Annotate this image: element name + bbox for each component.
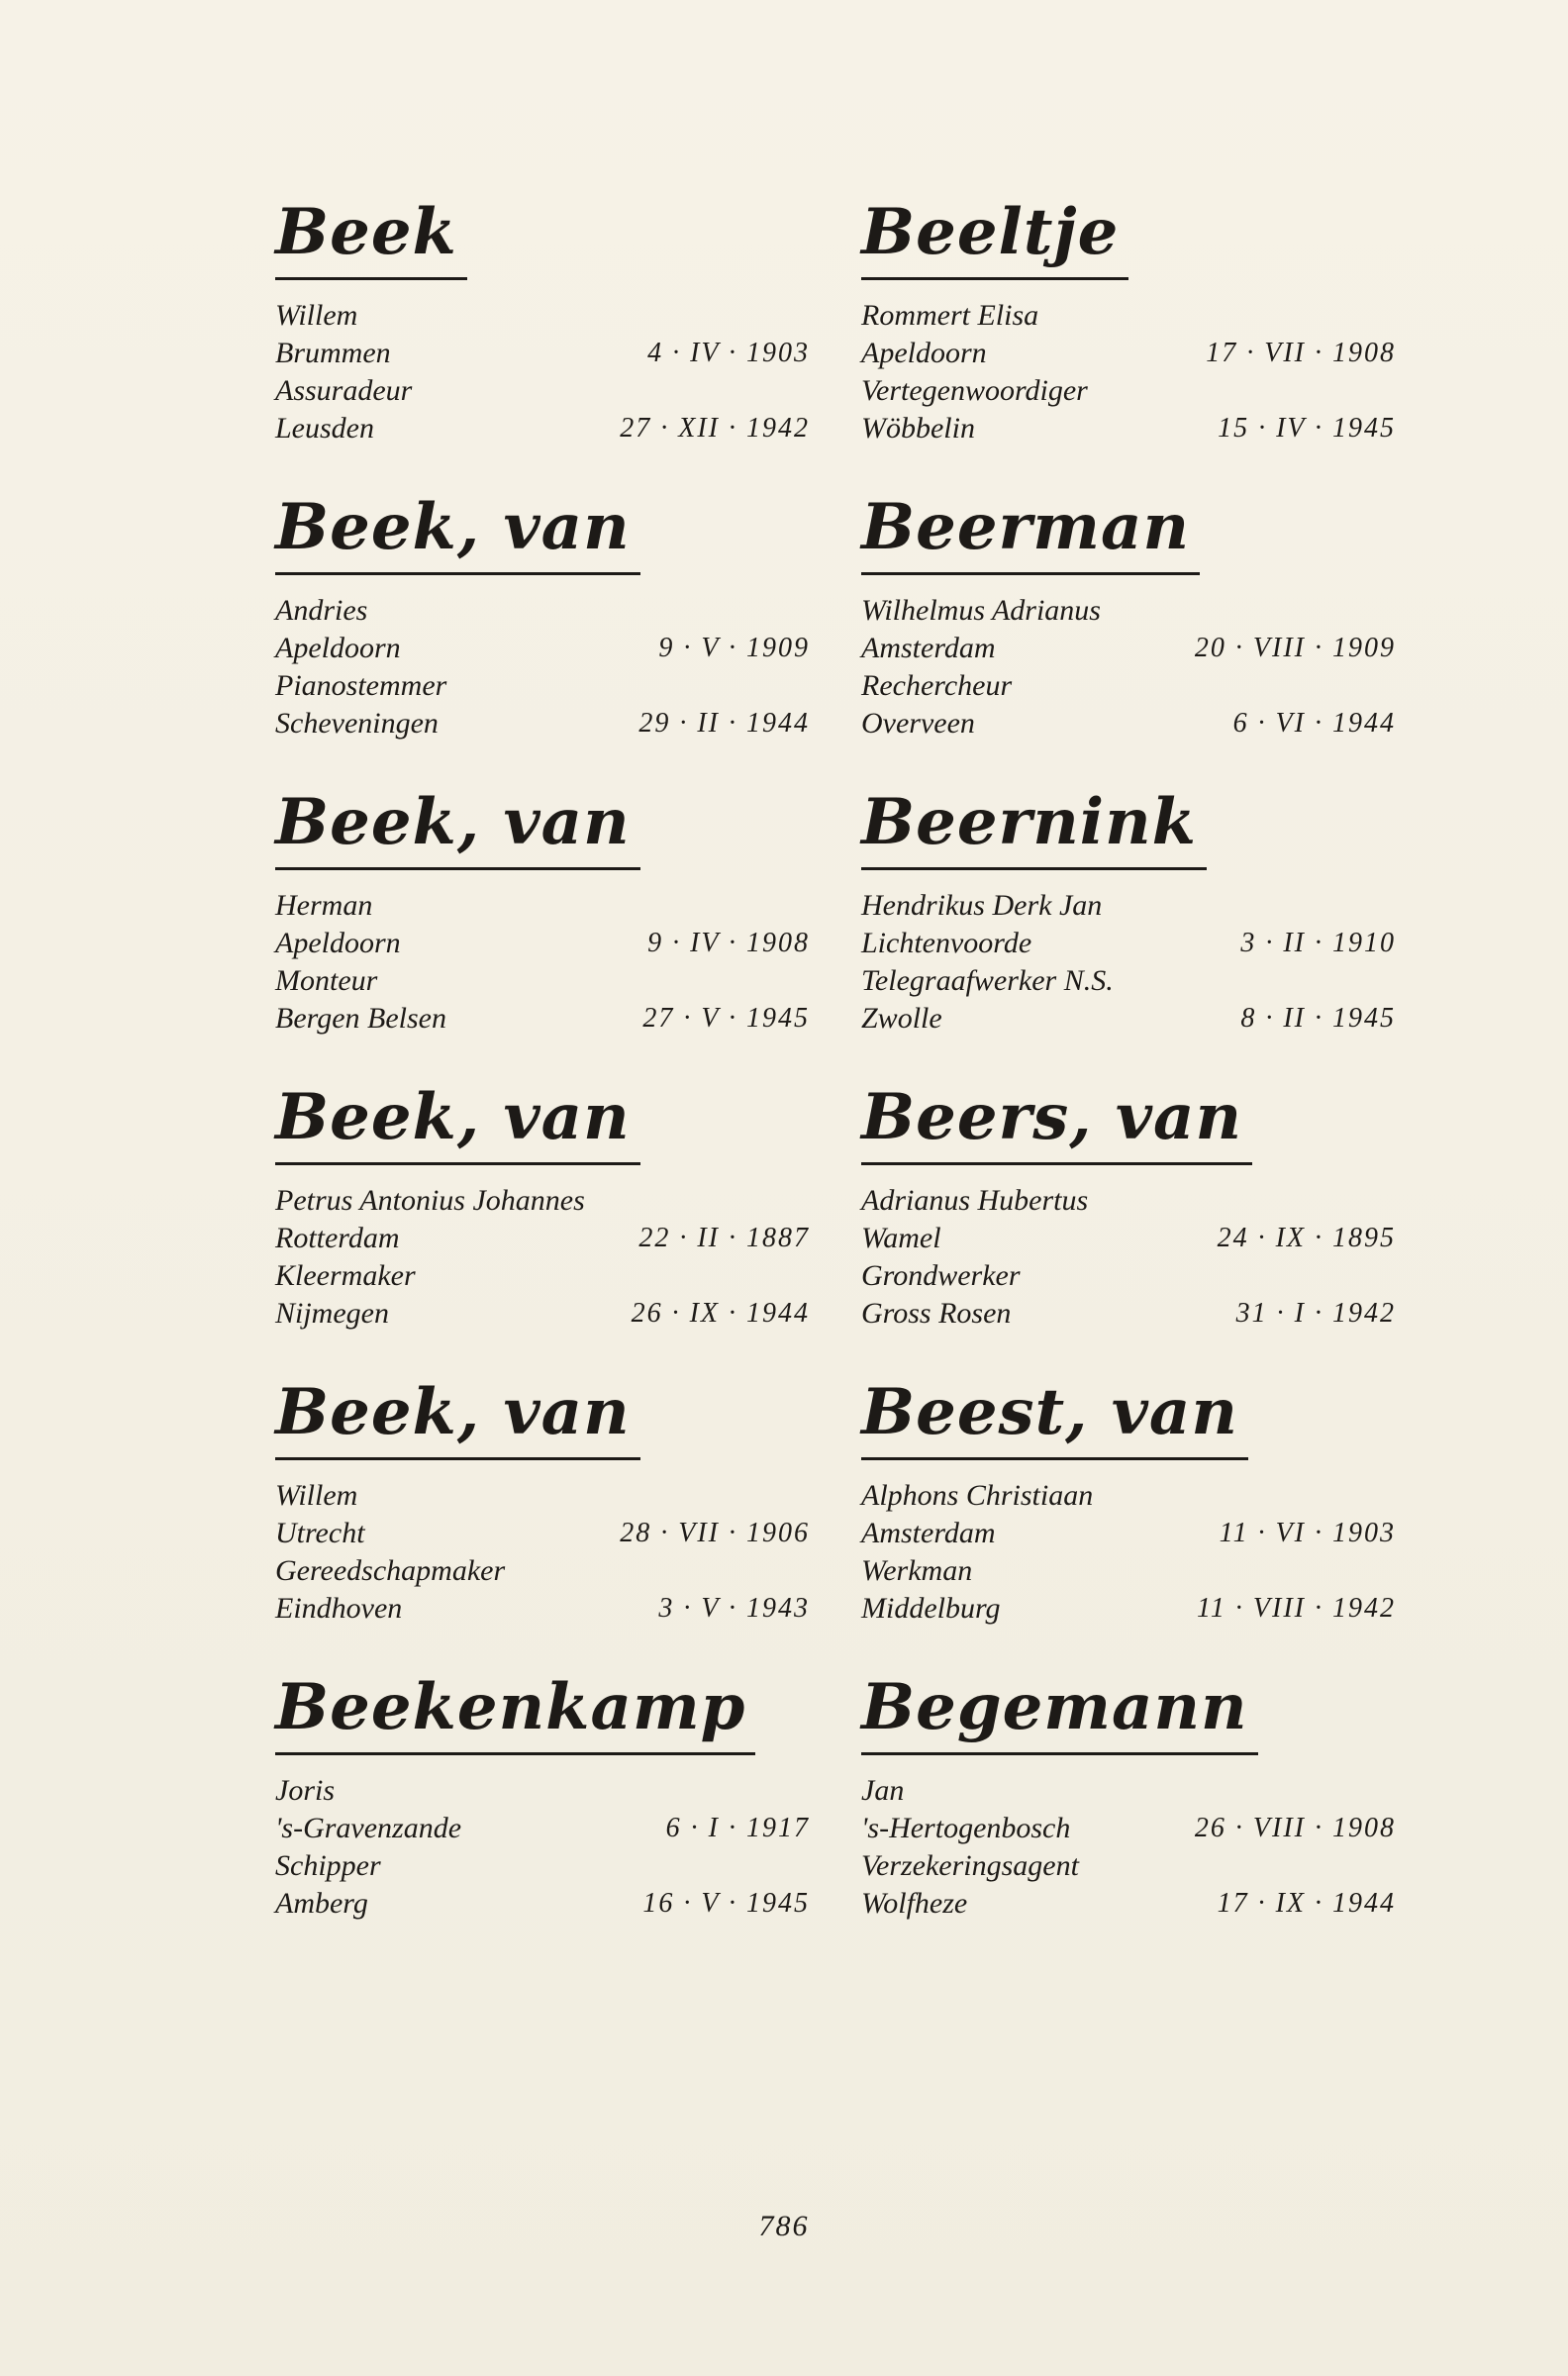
entry-card <box>275 1663 810 1958</box>
occupation-row <box>275 1847 810 1885</box>
entry-details <box>275 1182 810 1333</box>
death-place: Leusden <box>275 412 374 445</box>
given-names: Joris <box>275 1774 335 1807</box>
surname-heading <box>275 1073 810 1182</box>
occupation-row <box>275 1257 810 1295</box>
entry-details <box>861 297 1396 447</box>
death-date: 11 · VIII · 1942 <box>1197 1593 1396 1624</box>
birth-date: 24 · IX · 1895 <box>1217 1223 1396 1253</box>
occupation: Gereedschapmaker <box>275 1554 506 1587</box>
entry-details <box>275 1772 810 1923</box>
birth-place: Amsterdam <box>861 1517 996 1549</box>
occupation-row <box>861 372 1396 410</box>
surname-heading <box>275 483 810 592</box>
left-column <box>275 188 810 1958</box>
entry-details <box>861 887 1396 1038</box>
entry-card <box>861 1073 1396 1368</box>
entry-card <box>861 188 1396 483</box>
occupation: Verzekeringsagent <box>861 1849 1079 1882</box>
occupation-row <box>275 667 810 705</box>
entry-card <box>275 778 810 1073</box>
death-place: Gross Rosen <box>861 1297 1012 1330</box>
given-names: Wilhelmus Adrianus <box>861 594 1101 627</box>
birth-date: 9 · V · 1909 <box>658 633 810 663</box>
entry-card <box>861 1368 1396 1663</box>
birth-place: Utrecht <box>275 1517 365 1549</box>
right-column <box>861 188 1396 1958</box>
death-place: Amberg <box>275 1887 368 1920</box>
occupation: Pianostemmer <box>275 669 447 702</box>
occupation: Telegraafwerker N.S. <box>861 964 1114 997</box>
occupation-row <box>275 962 810 1000</box>
surname-text: Beek, van <box>275 1073 640 1165</box>
death-row <box>275 1000 810 1038</box>
entry-details <box>861 1772 1396 1923</box>
given-names-row <box>275 592 810 630</box>
given-names: Petrus Antonius Johannes <box>275 1184 585 1217</box>
surname-heading <box>861 483 1396 592</box>
surname-heading <box>275 188 810 297</box>
given-names-row <box>861 887 1396 925</box>
surname-heading <box>275 1663 810 1772</box>
surname-text: Begemann <box>861 1663 1258 1755</box>
birth-row <box>861 335 1396 372</box>
occupation: Rechercheur <box>861 669 1013 702</box>
death-date: 6 · VI · 1944 <box>1232 708 1396 739</box>
entry-details <box>275 592 810 742</box>
given-names: Herman <box>275 889 373 922</box>
birth-row <box>861 630 1396 667</box>
death-date: 26 · IX · 1944 <box>631 1298 810 1329</box>
given-names-row <box>275 297 810 335</box>
birth-row <box>861 1810 1396 1847</box>
birth-date: 11 · VI · 1903 <box>1219 1518 1396 1548</box>
surname-heading <box>861 778 1396 887</box>
death-place: Zwolle <box>861 1002 942 1035</box>
surname-heading <box>861 1073 1396 1182</box>
death-date: 15 · IV · 1945 <box>1218 413 1396 444</box>
birth-row <box>275 925 810 962</box>
birth-row <box>275 630 810 667</box>
entry-card <box>861 778 1396 1073</box>
occupation: Vertegenwoordiger <box>861 374 1088 407</box>
birth-row <box>275 1515 810 1552</box>
surname-text: Beerman <box>861 483 1200 575</box>
given-names-row <box>861 297 1396 335</box>
birth-place: Apeldoorn <box>275 927 401 959</box>
surname-heading <box>861 1663 1396 1772</box>
death-place: Eindhoven <box>275 1592 403 1625</box>
death-row <box>275 705 810 742</box>
birth-date: 22 · II · 1887 <box>638 1223 810 1253</box>
given-names-row <box>861 1772 1396 1810</box>
death-place: Wolfheze <box>861 1887 968 1920</box>
occupation: Grondwerker <box>861 1259 1021 1292</box>
surname-text: Beest, van <box>861 1368 1248 1460</box>
occupation-row <box>861 1552 1396 1590</box>
death-date: 17 · IX · 1944 <box>1217 1888 1396 1919</box>
birth-place: Rotterdam <box>275 1222 400 1254</box>
surname-text: Beers, van <box>861 1073 1252 1165</box>
entry-details <box>275 297 810 447</box>
death-date: 8 · II · 1945 <box>1240 1003 1396 1034</box>
given-names: Willem <box>275 1479 358 1512</box>
death-place: Bergen Belsen <box>275 1002 446 1035</box>
birth-date: 28 · VII · 1906 <box>620 1518 810 1548</box>
birth-place: Lichtenvoorde <box>861 927 1032 959</box>
occupation: Assuradeur <box>275 374 413 407</box>
death-place: Scheveningen <box>275 707 439 740</box>
death-date: 3 · V · 1943 <box>658 1593 810 1624</box>
given-names-row <box>861 1182 1396 1220</box>
entry-details <box>861 1477 1396 1628</box>
surname-text: Beek <box>275 188 467 280</box>
birth-row <box>275 1810 810 1847</box>
death-date: 31 · I · 1942 <box>1235 1298 1396 1329</box>
occupation-row <box>861 1257 1396 1295</box>
birth-row <box>861 925 1396 962</box>
entry-details <box>861 1182 1396 1333</box>
given-names-row <box>861 1477 1396 1515</box>
birth-date: 3 · II · 1910 <box>1240 928 1396 958</box>
surname-heading <box>275 778 810 887</box>
given-names-row <box>275 887 810 925</box>
entry-card <box>275 188 810 483</box>
surname-text: Beeltje <box>861 188 1128 280</box>
birth-place: Wamel <box>861 1222 941 1254</box>
birth-row <box>275 335 810 372</box>
occupation: Monteur <box>275 964 378 997</box>
death-row <box>861 410 1396 447</box>
occupation: Schipper <box>275 1849 381 1882</box>
death-row <box>861 1590 1396 1628</box>
birth-row <box>275 1220 810 1257</box>
death-row <box>861 705 1396 742</box>
death-row <box>275 1590 810 1628</box>
entry-card <box>861 483 1396 778</box>
occupation-row <box>275 1552 810 1590</box>
surname-heading <box>275 1368 810 1477</box>
given-names-row <box>275 1182 810 1220</box>
death-date: 29 · II · 1944 <box>638 708 810 739</box>
birth-date: 26 · VIII · 1908 <box>1194 1813 1396 1843</box>
death-place: Nijmegen <box>275 1297 389 1330</box>
page-number: 786 <box>758 2210 810 2242</box>
death-row <box>861 1885 1396 1923</box>
given-names: Rommert Elisa <box>861 299 1039 332</box>
death-row <box>275 410 810 447</box>
birth-date: 6 · I · 1917 <box>665 1813 810 1843</box>
given-names: Alphons Christiaan <box>861 1479 1094 1512</box>
given-names-row <box>275 1772 810 1810</box>
given-names: Willem <box>275 299 358 332</box>
death-place: Overveen <box>861 707 975 740</box>
entry-card <box>275 1073 810 1368</box>
birth-date: 17 · VII · 1908 <box>1206 338 1396 368</box>
entry-details <box>861 592 1396 742</box>
birth-place: Brummen <box>275 337 391 369</box>
death-date: 16 · V · 1945 <box>642 1888 810 1919</box>
surname-text: Beekenkamp <box>275 1663 755 1755</box>
birth-date: 4 · IV · 1903 <box>647 338 810 368</box>
entry-details <box>275 1477 810 1628</box>
occupation: Werkman <box>861 1554 973 1587</box>
given-names: Hendrikus Derk Jan <box>861 889 1103 922</box>
birth-place: 's-Gravenzande <box>275 1812 462 1844</box>
entry-card <box>275 483 810 778</box>
birth-place: 's-Hertogenbosch <box>861 1812 1071 1844</box>
birth-date: 9 · IV · 1908 <box>647 928 810 958</box>
death-date: 27 · V · 1945 <box>642 1003 810 1034</box>
entry-card <box>861 1663 1396 1958</box>
birth-row <box>861 1220 1396 1257</box>
death-row <box>275 1885 810 1923</box>
death-date: 27 · XII · 1942 <box>620 413 810 444</box>
surname-text: Beek, van <box>275 483 640 575</box>
surname-text: Beek, van <box>275 1368 640 1460</box>
given-names-row <box>861 592 1396 630</box>
death-row <box>861 1000 1396 1038</box>
given-names: Adrianus Hubertus <box>861 1184 1089 1217</box>
birth-row <box>861 1515 1396 1552</box>
given-names: Andries <box>275 594 368 627</box>
surname-heading <box>861 1368 1396 1477</box>
occupation-row <box>861 962 1396 1000</box>
birth-place: Apeldoorn <box>861 337 987 369</box>
occupation-row <box>275 372 810 410</box>
surname-text: Beek, van <box>275 778 640 870</box>
entry-card <box>275 1368 810 1663</box>
death-place: Middelburg <box>861 1592 1001 1625</box>
given-names: Jan <box>861 1774 905 1807</box>
occupation-row <box>861 1847 1396 1885</box>
surname-heading <box>861 188 1396 297</box>
given-names-row <box>275 1477 810 1515</box>
death-place: Wöbbelin <box>861 412 975 445</box>
death-row <box>275 1295 810 1333</box>
birth-place: Amsterdam <box>861 632 996 664</box>
surname-text: Beernink <box>861 778 1207 870</box>
death-row <box>861 1295 1396 1333</box>
birth-date: 20 · VIII · 1909 <box>1194 633 1396 663</box>
occupation: Kleermaker <box>275 1259 416 1292</box>
birth-place: Apeldoorn <box>275 632 401 664</box>
entry-details <box>275 887 810 1038</box>
occupation-row <box>861 667 1396 705</box>
